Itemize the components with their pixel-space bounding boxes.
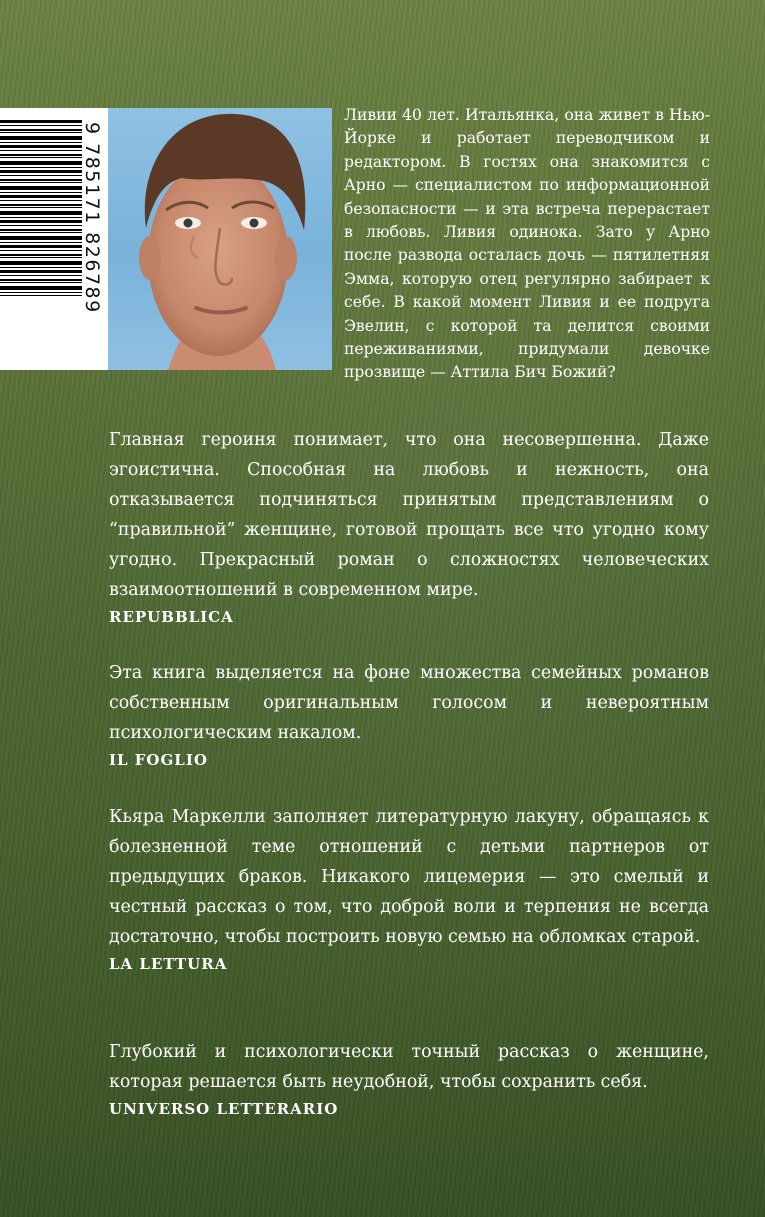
review-la-lettura — [109, 802, 709, 973]
review-universo-letterario — [109, 1037, 709, 1118]
review-repubblica — [109, 425, 709, 626]
barcode — [0, 108, 108, 370]
review-source: IL FOGLIO — [109, 751, 208, 769]
review-text: Глубокий и психологически точный рассказ о женщине, которая решается быть неудобной, чтобы сохранить себя. — [109, 1042, 709, 1092]
review-text: Главная героиня понимает, что она несовершенна. Даже эгоистична. Способная на любовь и нежность, она отказывается подчиняться принятым представлениям о “правильной” женщине, готовой прощать все что угодно кому угодно. Прекрасный роман о сложностях человеческих взаимоотношений в современном мире. — [109, 430, 709, 600]
book-annotation: Ливии 40 лет. Итальянка, она живет в Нью-Йорке и работает переводчиком и редактором. В гостях она знакомится с Арно — специалистом по информационной безопасности — и эта встреча перерастает в любовь. Ливия одинока. Зато у Арно после развода осталась дочь — пятилетняя Эмма, которую отец регулярно забирает к себе. В какой момент Ливия и ее подруга Эвелин, с которой та делится своими переживаниями, придумали девочке прозвище — Аттила Бич Божий? — [344, 106, 710, 382]
review-source: REPUBBLICA — [109, 608, 234, 626]
review-text: Эта книга выделяется на фоне множества семейных романов собственным оригинальным голосом и невероятным психологическим накалом. — [109, 663, 709, 743]
review-source: LA LETTURA — [109, 955, 228, 973]
isbn-number: 9 785171 826789 — [81, 122, 103, 314]
review-source: UNIVERSO LETTERARIO — [109, 1100, 339, 1118]
barcode-bars — [0, 120, 82, 296]
review-text: Кьяра Маркелли заполняет литературную лакуну, обращаясь к болезненной теме отношений с детьми партнеров от предыдущих браков. Никакого лицемерия — это смелый и честный рассказ о том, что доброй воли и терпения не всегда достаточно, чтобы построить новую семью на обломках старой. — [109, 807, 709, 947]
author-portrait-image — [108, 108, 332, 370]
author-photo — [108, 108, 332, 370]
review-il-foglio — [109, 658, 709, 769]
